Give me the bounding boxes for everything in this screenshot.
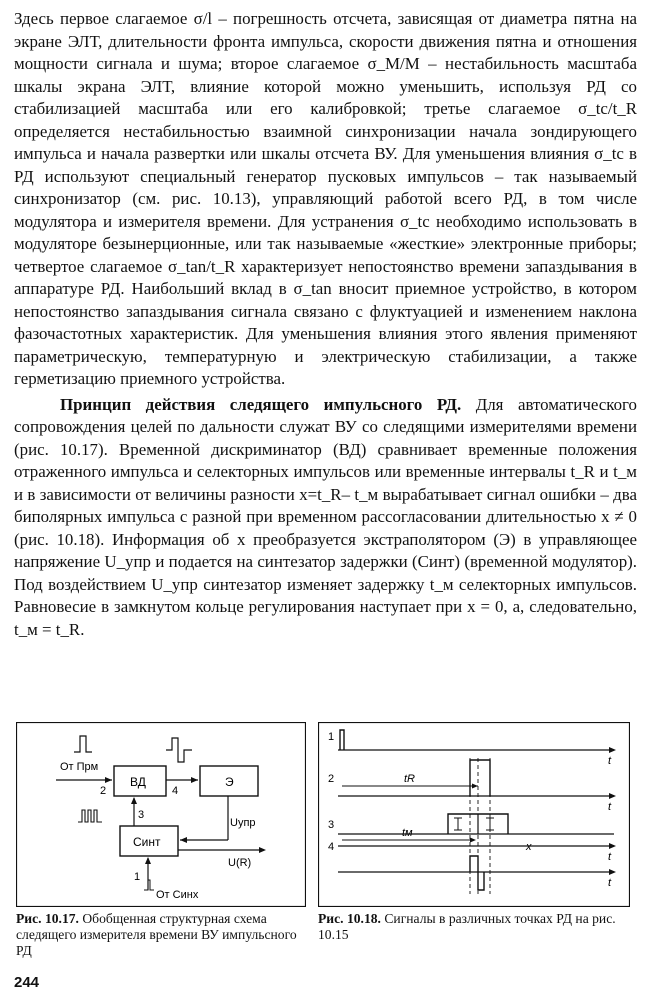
label-output: U(R) bbox=[228, 857, 252, 869]
row-label-1: 1 bbox=[328, 731, 335, 743]
axis-t-5: t bbox=[608, 877, 612, 889]
paragraph-2-text: Для автоматического сопровождения целей по дальности служат ВУ со следящими измерителями времени (рис. 10.17). Временной дискриминатор (ВД) сравнивает временные положения отраженного импульса и селекторных импульсов или временные интервалы t_R и t_м и в зависимости от величины разности x=t_R– t_м вырабатывает сигнал ошибки – два биполярных импульса с разной при временном рассогласовании длительностью x ≠ 0 (рис. 10.18). Информация об x преобразуется экстраполятором (Э) в управляющее напряжение U_упр и подается на синтезатор задержки (Синт) (временной модулятор). Под воздействием U_упр синтезатор изменяет задержку t_м селекторных импульсов. Равновесие в замкнутом кольце регулирования наступает при x = 0, а, следовательно, t_м = t_R. bbox=[14, 394, 637, 639]
probe-pulse bbox=[340, 730, 344, 750]
block-vd-label: ВД bbox=[130, 775, 146, 789]
echo-pulse bbox=[470, 760, 490, 796]
row-label-4: 4 bbox=[328, 841, 335, 853]
axis-t-2: t bbox=[608, 801, 612, 813]
row-label-2: 2 bbox=[328, 773, 335, 785]
error-signal bbox=[470, 856, 484, 890]
paragraph-2 bbox=[14, 394, 637, 642]
label-x: x bbox=[526, 841, 532, 853]
node-3: 3 bbox=[138, 809, 145, 821]
node-1: 1 bbox=[134, 871, 141, 883]
label-ot-sinh: От Синх bbox=[156, 889, 199, 901]
caption-10-17-number: Рис. 10.17. bbox=[16, 911, 79, 926]
label-tr: tR bbox=[404, 773, 415, 785]
node-2: 2 bbox=[100, 785, 107, 797]
page-body bbox=[14, 8, 637, 641]
caption-10-18-number: Рис. 10.18. bbox=[318, 911, 381, 926]
timing-diagram bbox=[318, 722, 630, 907]
figure-10-17 bbox=[16, 722, 306, 959]
sync-pulse-icon bbox=[144, 880, 154, 890]
label-ot-prm: От Прм bbox=[60, 761, 99, 773]
block-sint-label: Синт bbox=[133, 835, 161, 849]
block-diagram bbox=[16, 722, 306, 907]
row-label-3: 3 bbox=[328, 819, 335, 831]
node-4: 4 bbox=[172, 785, 179, 797]
axis-t-4: t bbox=[608, 851, 612, 863]
axis-t-1: t bbox=[608, 755, 612, 767]
page-number: 244 bbox=[14, 974, 40, 991]
caption-10-18-text: Сигналы в различных точках РД на рис. 10.15 bbox=[318, 911, 616, 942]
paragraph-1: Здесь первое слагаемое σ/l – погрешность отсчета, зависящая от диаметра пятна на экране ЭЛТ, длительности фронта импульса, скорости движения пятна и отношения мощности сигнала и шума; второе слагаемое σ_M/M – нестабильность масштаба шкалы экрана ЭЛТ, влияние которой можно уменьшить, используя РД со стабилизацией масштаба или его калибровкой; третье слагаемое σ_tc/t_R определяется нестабильностью взаимной синхронизации начала зондирующего импульса и начала развертки или шкалы отсчета ВУ. Для уменьшения влияния σ_tc в РД используют специальный генератор пусковых импульсов – так называемый синхронизатор (см. рис. 10.13), управляющий работой всего РД, в том числе модулятора и измерителя времени. Для устранения σ_tc необходимо использовать в модуляторе безынерционные, или так называемые «жесткие» электронные приборы; четвертое слагаемое σ_tan/t_R характеризует непостоянство времени запаздывания в аппаратуре РД. Наибольший вклад в σ_tan вносит приемное устройство, в котором непостоянство запаздывания сигнала связано с флуктуацией и изменением наклона фазочастотных характеристик. Для уменьшения влияния этого явления применяют параметрическую, температурную и электрическую стабилизации, а также герметизацию приемного устройства. bbox=[14, 9, 637, 388]
figure-10-18 bbox=[318, 722, 630, 943]
figures bbox=[16, 722, 630, 958]
caption-10-17-text: Обобщенная структурная схема следящего измерителя времени ВУ импульсного РД bbox=[16, 911, 297, 958]
input-pulse-icon bbox=[74, 736, 92, 752]
label-uupr: Uупр bbox=[230, 817, 256, 829]
section-heading: Принцип действия следящего импульсного РД. bbox=[60, 394, 462, 414]
selector-pulses-icon bbox=[78, 810, 102, 822]
label-tm: tм bbox=[402, 827, 413, 839]
caption-10-17 bbox=[16, 911, 306, 959]
block-e-label: Э bbox=[225, 775, 234, 789]
bipolar-pulse-icon bbox=[166, 738, 192, 762]
caption-10-18 bbox=[318, 911, 630, 943]
